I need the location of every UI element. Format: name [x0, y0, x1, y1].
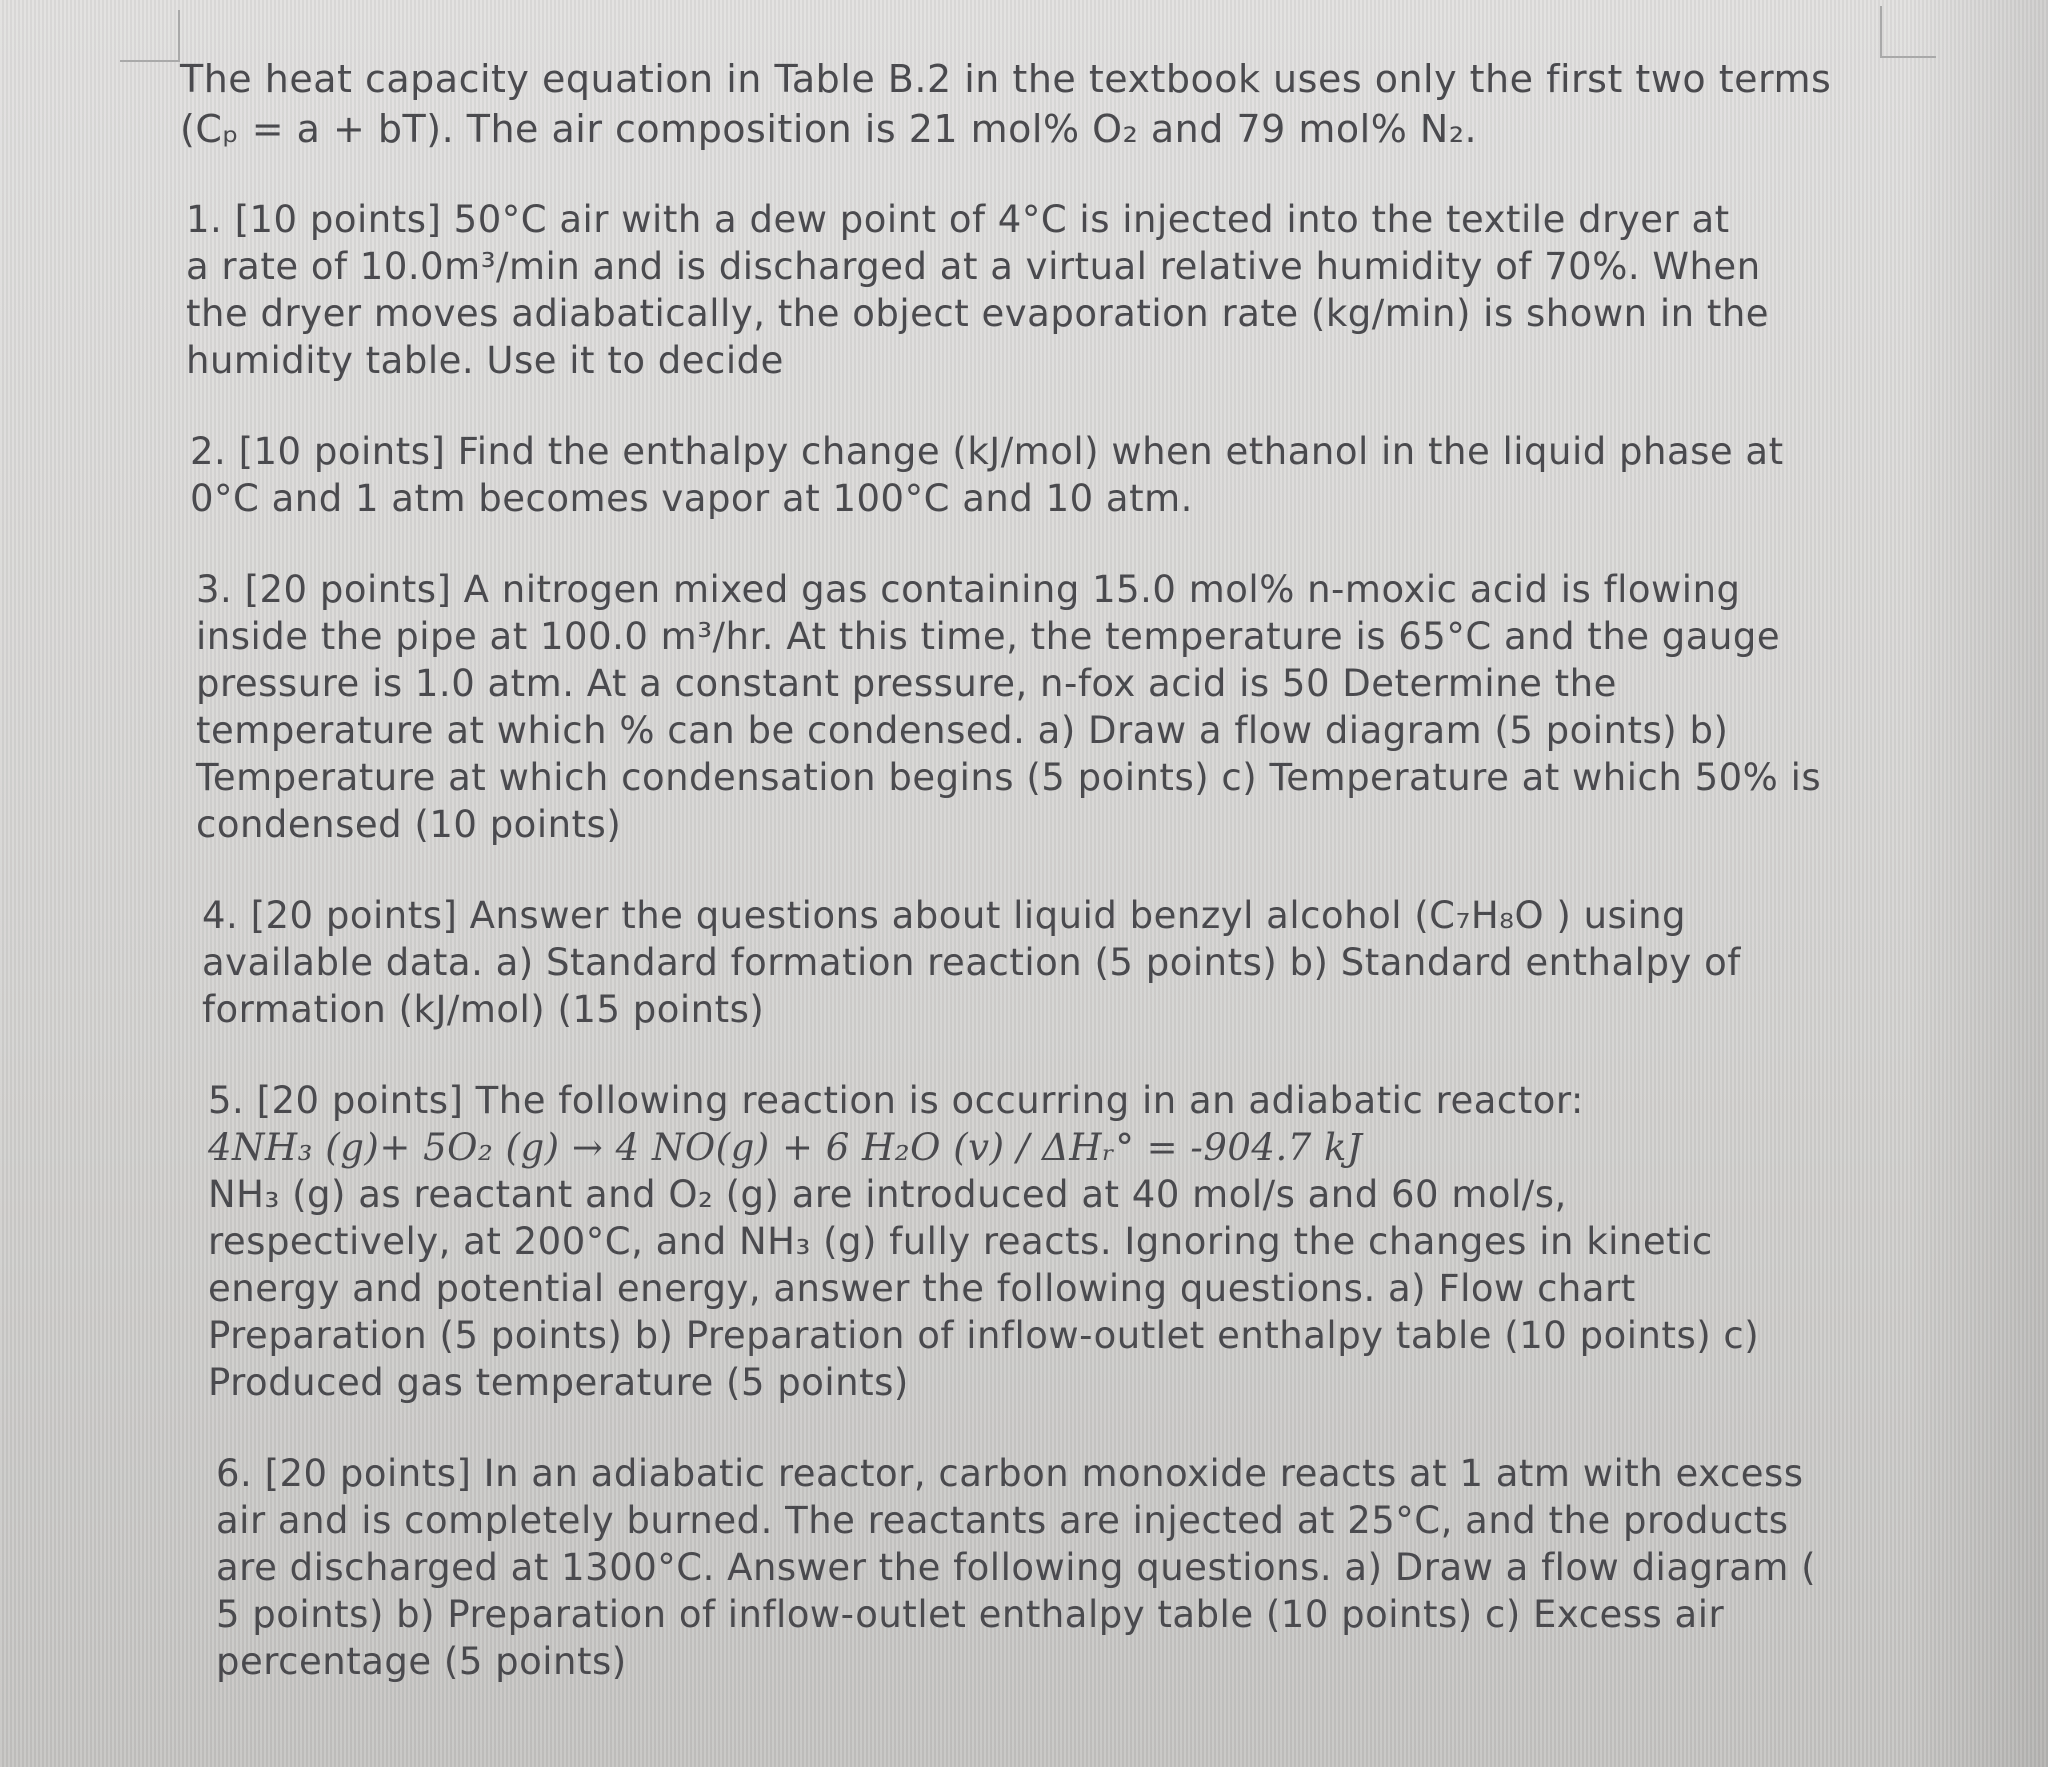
question-3-line-2: inside the pipe at 100.0 m³/hr. At this time, the temperature is 65°C and the gauge: [196, 615, 1781, 658]
question-5-line-4: respectively, at 200°C, and NH₃ (g) fully reacts. Ignoring the changes in kinetic: [208, 1220, 1713, 1263]
question-4: [202, 892, 1880, 1033]
question-1-line-3: the dryer moves adiabatically, the object evaporation rate (kg/min) is shown in the: [186, 292, 1770, 335]
page-corner-mark-right: [1880, 6, 1936, 58]
question-2-line-1: 2. [10 points] Find the enthalpy change (kJ/mol) when ethanol in the liquid phase at: [190, 430, 1784, 473]
intro-line-2: (Cₚ = a + bT). The air composition is 21 mol% O₂ and 79 mol% N₂.: [180, 107, 1478, 151]
question-1-line-1: 1. [10 points] 50°C air with a dew point of 4°C is injected into the textile dryer at: [186, 198, 1730, 241]
question-6-line-4: 5 points) b) Preparation of inflow-outlet enthalpy table (10 points) c) Excess air: [216, 1593, 1725, 1636]
question-1-line-2: a rate of 10.0m³/min and is discharged at a virtual relative humidity of 70%. When: [186, 245, 1761, 288]
document-body: [180, 54, 1880, 1729]
question-5-reaction-equation: 4NH₃ (g)+ 5O₂ (g) → 4 NO(g) + 6 H₂O (v) / ΔHᵣ° = -904.7 kJ: [208, 1126, 1363, 1169]
question-1-line-4: humidity table. Use it to decide: [186, 339, 784, 382]
question-5-line-5: energy and potential energy, answer the following questions. a) Flow chart: [208, 1267, 1636, 1310]
question-4-line-1: 4. [20 points] Answer the questions about liquid benzyl alcohol (C₇H₈O ) using: [202, 894, 1687, 937]
intro-paragraph: [180, 54, 1880, 154]
question-4-line-2: available data. a) Standard formation reaction (5 points) b) Standard enthalpy of: [202, 941, 1741, 984]
question-1: [186, 196, 1880, 384]
question-6-line-5: percentage (5 points): [216, 1640, 627, 1683]
question-6-line-2: air and is completely burned. The reactants are injected at 25°C, and the products: [216, 1499, 1789, 1542]
question-5-line-3: NH₃ (g) as reactant and O₂ (g) are introduced at 40 mol/s and 60 mol/s,: [208, 1173, 1567, 1216]
question-6-line-3: are discharged at 1300°C. Answer the following questions. a) Draw a flow diagram (: [216, 1546, 1817, 1589]
page-corner-mark-left: [120, 10, 180, 62]
question-6: [216, 1450, 1880, 1685]
intro-line-1: The heat capacity equation in Table B.2 in the textbook uses only the first two terms: [180, 57, 1832, 101]
question-3: [196, 566, 1880, 848]
question-6-line-1: 6. [20 points] In an adiabatic reactor, carbon monoxide reacts at 1 atm with excess: [216, 1452, 1804, 1495]
question-4-line-3: formation (kJ/mol) (15 points): [202, 988, 765, 1031]
screen-shadow: [1908, 0, 2048, 1767]
question-2: [190, 428, 1880, 522]
question-5-line-7: Produced gas temperature (5 points): [208, 1361, 909, 1404]
question-3-line-1: 3. [20 points] A nitrogen mixed gas containing 15.0 mol% n-moxic acid is flowing: [196, 568, 1741, 611]
question-3-line-3: pressure is 1.0 atm. At a constant pressure, n-fox acid is 50 Determine the: [196, 662, 1617, 705]
question-2-line-2: 0°C and 1 atm becomes vapor at 100°C and 10 atm.: [190, 477, 1193, 520]
question-3-line-5: Temperature at which condensation begins (5 points) c) Temperature at which 50% is: [196, 756, 1822, 799]
question-3-line-4: temperature at which % can be condensed. a) Draw a flow diagram (5 points) b): [196, 709, 1729, 752]
question-3-line-6: condensed (10 points): [196, 803, 622, 846]
question-5-line-1: 5. [20 points] The following reaction is occurring in an adiabatic reactor:: [208, 1079, 1584, 1122]
question-5: [208, 1077, 1880, 1406]
question-5-line-6: Preparation (5 points) b) Preparation of inflow-outlet enthalpy table (10 points) c): [208, 1314, 1760, 1357]
